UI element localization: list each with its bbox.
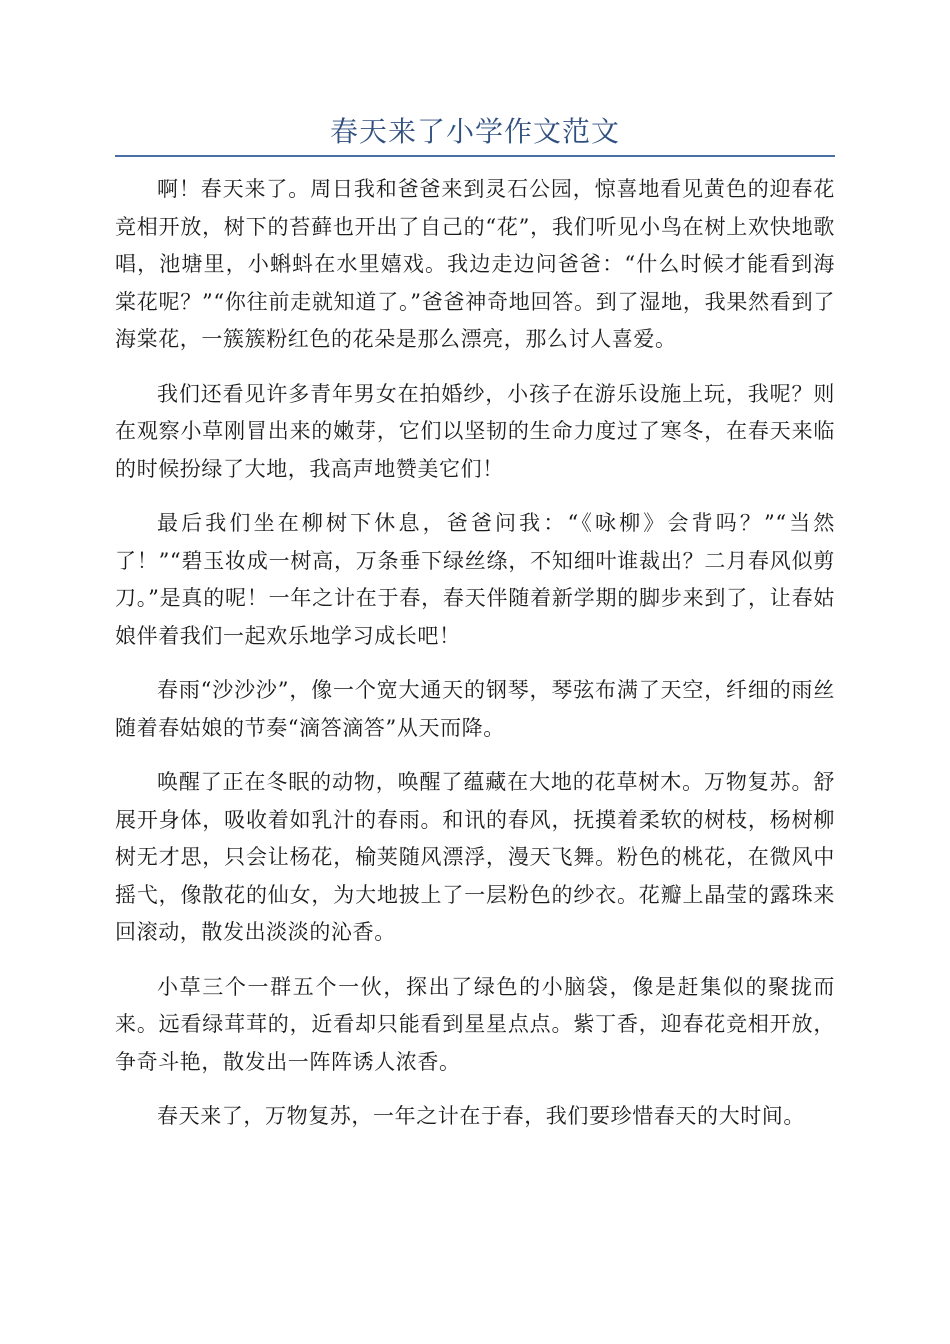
paragraph-5: 唤醒了正在冬眠的动物，唤醒了蕴藏在大地的花草树木。万物复苏。舒展开身体，吸收着如乳汁的春雨。和讯的春风，抚摸着柔软的树枝，杨树柳树无才思，只会让杨花，榆荚随风漂浮，漫天飞舞。粉色的桃花，在微风中摇弋，像散花的仙女，为大地披上了一层粉色的纱衣。花瓣上晶莹的露珠来回滚动，散发出淡淡的沁香。 — [115, 770, 835, 944]
paragraph-7: 春天来了，万物复苏，一年之计在于春，我们要珍惜春天的大时间。 — [157, 1104, 805, 1128]
paragraph-3: 最后我们坐在柳树下休息，爸爸问我：“《咏柳》会背吗？”“当然了！”“碧玉妆成一树高，万条垂下绿丝绦，不知细叶谁裁出？二月春风似剪刀。”是真的呢！一年之计在于春，春天伴随着新学期的脚步来到了，让春姑娘伴着我们一起欢乐地学习成长吧！ — [115, 511, 835, 648]
paragraph-4: 春雨“沙沙沙”，像一个宽大通天的钢琴，琴弦布满了天空，纤细的雨丝随着春姑娘的节奏“滴答滴答”从天而降。 — [115, 678, 835, 740]
title-underline-rule — [115, 155, 835, 157]
paragraph-2: 我们还看见许多青年男女在拍婚纱，小孩子在游乐设施上玩，我呢？则在观察小草刚冒出来的嫩芽，它们以坚韧的生命力度过了寒冬，在春天来临的时候扮绿了大地，我高声地赞美它们！ — [115, 381, 835, 481]
paragraph-1: 啊！春天来了。周日我和爸爸来到灵石公园，惊喜地看见黄色的迎春花竞相开放，树下的苔藓也开出了自己的“花”，我们听见小鸟在树上欢快地歌唱，池塘里，小蝌蚪在水里嬉戏。我边走边问爸爸：“什么时候才能看到海棠花呢？”“你往前走就知道了。”爸爸神奇地回答。到了湿地，我果然看到了海棠花，一簇簇粉红色的花朵是那么漂亮，那么讨人喜爱。 — [115, 177, 835, 351]
article-body — [115, 171, 835, 1153]
paragraph-6: 小草三个一群五个一伙，探出了绿色的小脑袋，像是赶集似的聚拢而来。远看绿茸茸的，近看却只能看到星星点点。紫丁香，迎春花竞相开放，争奇斗艳，散发出一阵阵诱人浓香。 — [115, 974, 835, 1074]
document-title: 春天来了小学作文范文 — [329, 115, 620, 148]
